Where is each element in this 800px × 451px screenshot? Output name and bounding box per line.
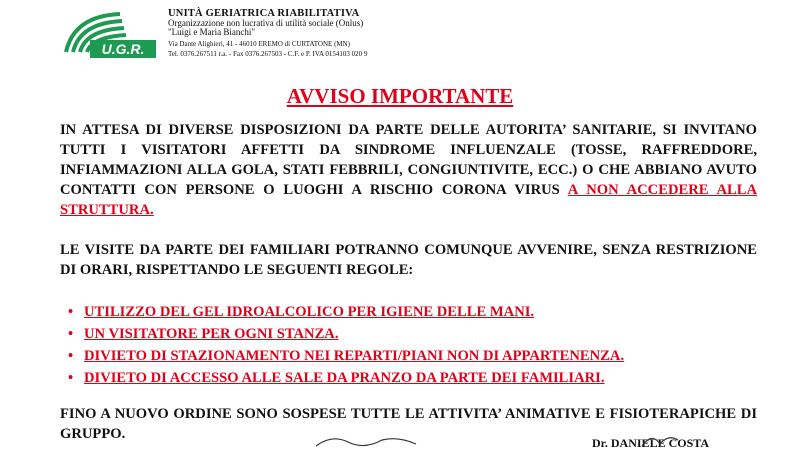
paragraph-visitors-highlight: A NON ACCEDERE ALLA STRUTTURA. <box>60 182 757 218</box>
paragraph-family-visits: LE VISITE DA PARTE DEI FAMILIARI POTRANNO COMUNQUE AVVENIRE, SENZA RESTRIZIONE DI ORARI, RISPETTANDO LE SEGUENTI REGOLE: <box>60 242 757 278</box>
signatory-name: Dr. DANIELE COSTA <box>592 436 710 450</box>
paragraph-visitors-text: IN ATTESA DI DIVERSE DISPOSIZIONI DA PARTE DELLE AUTORITA’ SANITARIE, SI INVITANO TUTTI I VISITATORI AFFETTI DA SINDROME INFLUENZALE (TOSSE, RAFFREDDORE, INFIAMMAZIONI ALLA GOLA, STATI FEBBRILI, CONGIUNTIVITE, ECC.) O CHE ABBIANO AVUTO CONTATTI CON PERSONE O LUOGHI A RISCHIO CORONA VIRUS <box>60 122 757 198</box>
org-address: Via Dante Alighieri, 41 - 46010 EREMO di CURTATONE (MN) <box>168 39 351 48</box>
ugr-logo <box>60 8 160 63</box>
paragraph-suspended-activities: FINO A NUOVO ORDINE SONO SOSPESE TUTTE LE ATTIVITA’ ANIMATIVE E FISIOTERAPICHE DI GRUPPO. <box>60 406 757 442</box>
rule-item: • DIVIETO DI STAZIONAMENTO NEI REPARTI/PIANI NON DI APPARTENENZA. <box>66 345 624 367</box>
org-founders: "Luigi e Maria Bianchi" <box>168 27 256 38</box>
organization-info <box>168 8 367 59</box>
org-name: UNITÀ GERIATRICA RIABILITATIVA <box>168 8 360 19</box>
signature-mark <box>640 432 680 450</box>
notice-title: AVVISO IMPORTANTE <box>286 84 514 108</box>
rule-item: • DIVIETO DI ACCESSO ALLE SALE DA PRANZO DA PARTE DEI FAMILIARI. <box>66 367 624 389</box>
paragraph-visitors <box>60 120 757 220</box>
logo-text: U.G.R. <box>101 41 145 57</box>
org-contacts: Tel. 0376.267511 r.a. - Fax 0376.267503 - C.F. e P. IVA 0154103 020 9 <box>168 50 368 59</box>
rule-item: • UN VISITATORE PER OGNI STANZA. <box>66 323 624 345</box>
rules-list <box>66 301 624 389</box>
signature-scribble <box>312 432 422 450</box>
rule-item: • UTILIZZO DEL GEL IDROALCOLICO PER IGIENE DELLE MANI. <box>66 301 624 323</box>
letterhead <box>60 8 480 70</box>
org-description: Organizzazione non lucrativa di utilità sociale (Onlus) <box>168 18 364 29</box>
